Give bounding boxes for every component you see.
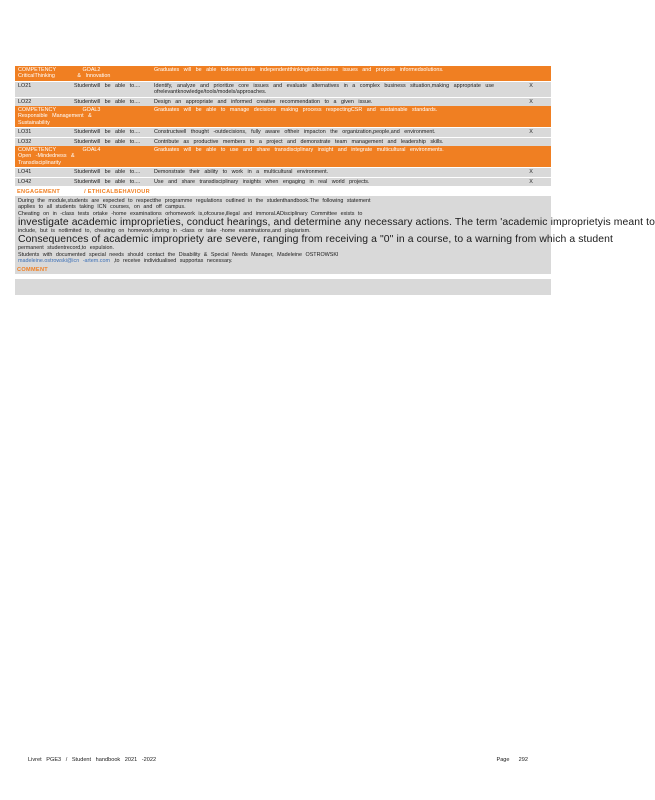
footer-page-number: Page 292 [496, 757, 528, 763]
lo-text: Contribute as productive members to a project and demonstrate team management and leadership skills. [151, 137, 511, 146]
learning-outcome-row [15, 97, 551, 106]
lo-mark [511, 137, 551, 146]
goal-label: COMPETENCY GOAL3 Responsible Management & Sustainability [15, 106, 151, 128]
lo-code: LO22 [15, 97, 71, 106]
engagement-line: permanent studentrecord,to expulsion. [18, 245, 114, 252]
lo-stem: Studentwill be able to.... [71, 137, 151, 146]
goal-description: Graduates will be able todemonstrate independentthinkingintobusiness issues and propose informedsolutions. [151, 66, 551, 81]
lo-text: Identify, analyze and prioritize core issues and evaluate alternatives in a complex business situation,making appropriate use ofrelevantknowledge/tools/models/approaches. [151, 81, 511, 97]
lo-text: Demonstrate their ability to work in a multicultural environment. [151, 168, 511, 177]
page-footer [28, 757, 528, 763]
engagement-line: applies to all students taking ICN courses, on and off campus. [18, 204, 186, 211]
lo-mark: X [511, 97, 551, 106]
engagement-heading: ENGAGEMENT / ETHICALBEHAVIOUR [17, 189, 150, 196]
document-page [15, 66, 655, 295]
learning-outcome-row [15, 137, 551, 146]
lo-stem: Studentwill be able to.... [71, 177, 151, 186]
footer-handbook-title: Livret PGE3 / Student handbook 2021 -2022 [28, 757, 157, 763]
lo-stem: Studentwill be able to.... [71, 97, 151, 106]
competency-table [15, 66, 551, 186]
lo-mark: X [511, 128, 551, 137]
lo-mark: X [511, 81, 551, 97]
engagement-text [15, 196, 655, 266]
lo-code: LO42 [15, 177, 71, 186]
goal-label: COMPETENCY GOAL2 CriticalThinking & Innovation [15, 66, 151, 81]
learning-outcome-row [15, 168, 551, 177]
email-link[interactable]: madeleine.ostrowski@icn -artem.com [18, 257, 110, 264]
engagement-line: During the module,students are expected to respectthe programme regulations outlined in the studenthandbook.The following statement [18, 198, 371, 205]
learning-outcome-row [15, 177, 551, 186]
engagement-line: include, but is notlimited to, cheating on homework,during in -class or take -home examinations,and plagiarism. [18, 227, 311, 234]
lo-stem: Studentwill be able to.... [71, 168, 151, 177]
engagement-line-large: Consequences of academic impropriety are severe, ranging from receiving a "0" in a course, to a warning from which a student [18, 234, 614, 246]
engagement-line-large: investigate academic improprieties, conduct hearings, and determine any necessary actions. The term 'academic improprietyis meant to [18, 216, 655, 228]
lo-stem: Studentwill be able to.... [71, 128, 151, 137]
lo-text: Design an appropriate and informed creative recommendation to a given issue. [151, 97, 511, 106]
engagement-line: madeleine.ostrowski@icn -artem.com ,to receive individualised supportas necessary. [18, 257, 233, 264]
goal-header-row [15, 106, 551, 128]
lo-text: Use and share transdisciplinary insights when engaging in real world projects. [151, 177, 511, 186]
engagement-line: Students with documented special needs should contact the Disability & Special Needs Manager, Madeleine OSTROWSKI [18, 251, 339, 258]
learning-outcome-row [15, 81, 551, 97]
goal-label: COMPETENCY GOAL4 Open -Mindedness & Transdisciplinarity [15, 146, 151, 168]
lo-code: LO31 [15, 128, 71, 137]
lo-code: LO21 [15, 81, 71, 97]
learning-outcome-row [15, 128, 551, 137]
goal-description: Graduates will be able to manage decisions making process respectingCSR and sustainable standards. [151, 106, 551, 128]
goal-header-row [15, 146, 551, 168]
goal-description: Graduates will be able to use and share transdisciplinary insight and integrate multicultural environments. [151, 146, 551, 168]
comment-heading: COMMENT [15, 266, 551, 274]
comment-box [15, 279, 551, 295]
lo-stem: Studentwill be able to.... [71, 81, 151, 97]
lo-mark: X [511, 177, 551, 186]
goal-header-row [15, 66, 551, 81]
lo-code: LO32 [15, 137, 71, 146]
lo-mark: X [511, 168, 551, 177]
engagement-line: Cheating on in -class tests ortake -home examinations orhomework is,ofcourse,illegal and immoral.ADisciplinary Committee exists to [18, 210, 363, 217]
lo-code: LO41 [15, 168, 71, 177]
lo-text: Constructwell thought -outdecisions, fully aware oftheir impacton the organization,people,and environment. [151, 128, 511, 137]
